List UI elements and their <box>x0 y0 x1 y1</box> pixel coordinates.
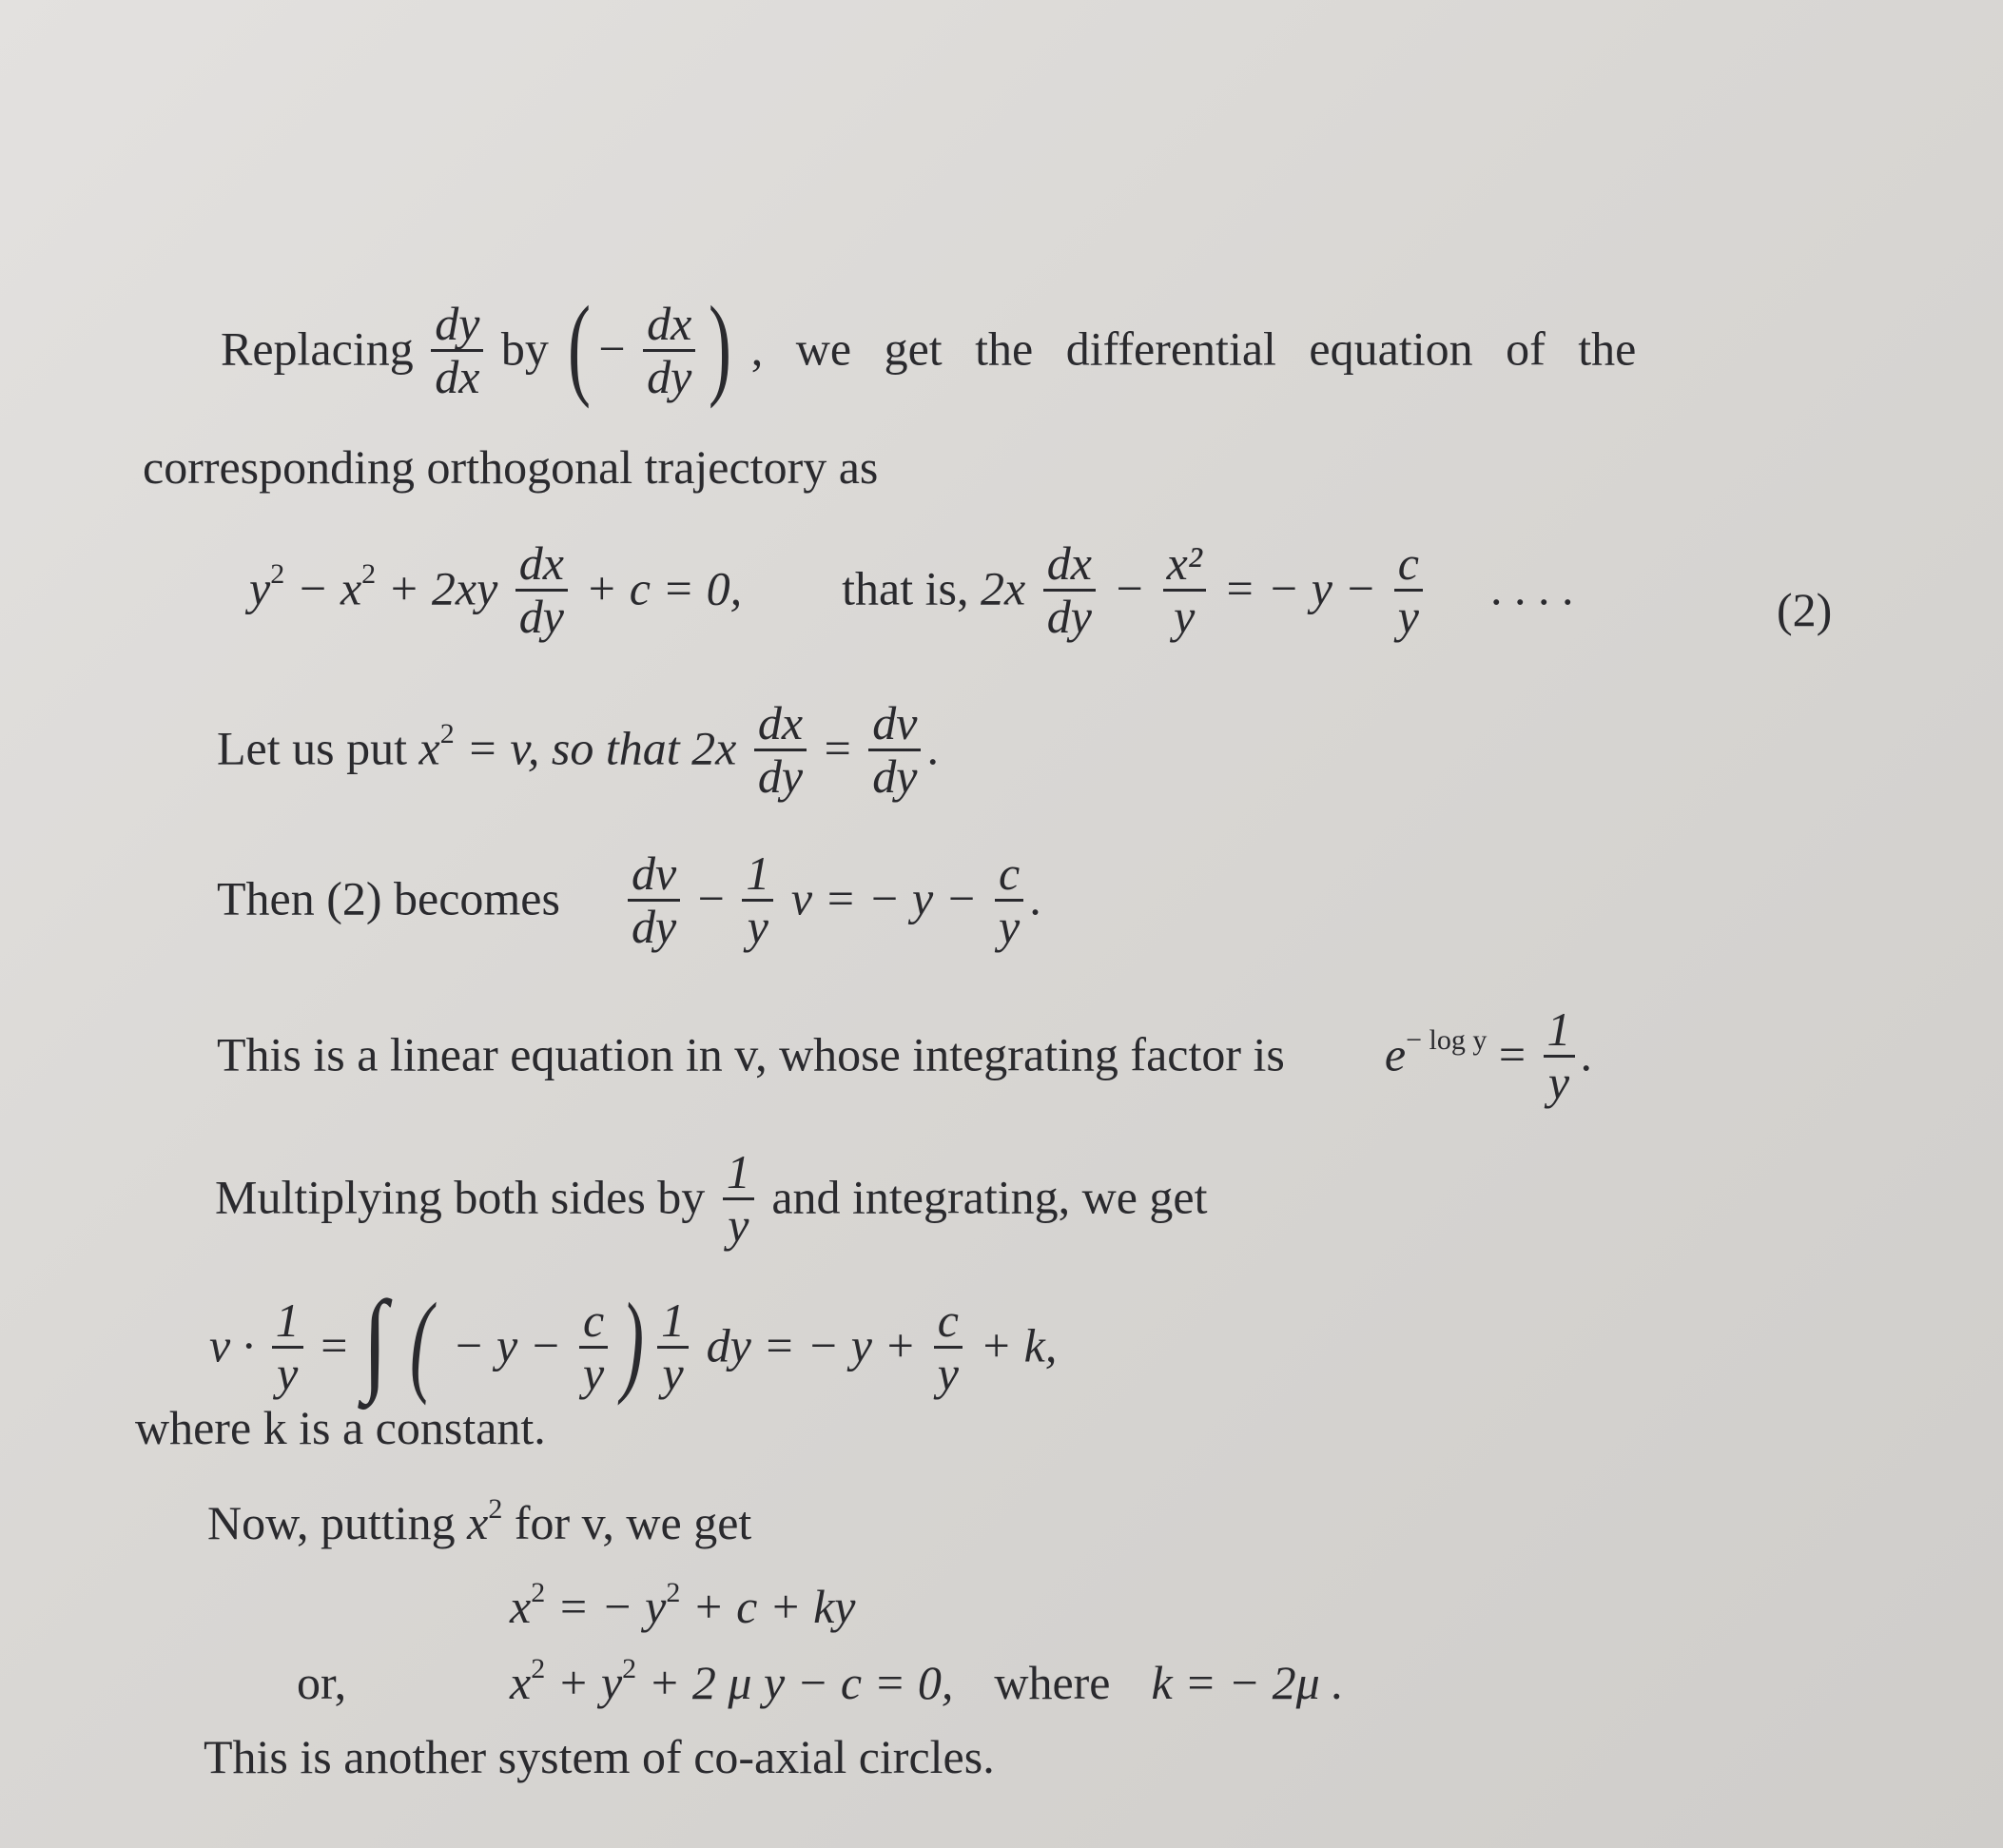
eq-term: + 2 μ y − c = 0, <box>648 1656 954 1709</box>
or-label: or, <box>297 1656 347 1709</box>
integral-sign: ∫ <box>362 1277 388 1404</box>
frac-denominator: dy <box>647 349 692 403</box>
equals-sign: = <box>1498 1027 1527 1081</box>
exponent: 2 <box>270 558 285 591</box>
linear-text: This is a linear equation in v, whose integrating factor is <box>217 1027 1285 1081</box>
open-paren: ( <box>410 1279 434 1406</box>
one-over-y-fraction <box>723 1147 754 1250</box>
exponent: 2 <box>622 1653 637 1684</box>
frac-numerator: c <box>1394 538 1423 592</box>
frac-numerator: dx <box>643 299 695 352</box>
let-us-put-line <box>217 696 939 805</box>
final-line: This is another system of co-axial circles. <box>204 1730 995 1783</box>
result-equation-b <box>510 1653 1344 1709</box>
frac-denominator: y <box>662 1346 684 1400</box>
equals-sign: = <box>321 1318 348 1372</box>
eq-term: x <box>510 1656 532 1709</box>
frac-numerator: c <box>934 1295 963 1349</box>
frac-denominator: dy <box>631 899 677 953</box>
frac-numerator: 1 <box>742 848 773 902</box>
exponent: 2 <box>531 1577 546 1608</box>
dx-dy-fraction <box>515 538 568 641</box>
multiplying-line <box>215 1145 1208 1254</box>
frac-numerator: c <box>579 1295 608 1349</box>
eq-term: y <box>249 561 271 615</box>
eq-term: + 2xy <box>387 561 498 615</box>
eq-term: − x <box>296 561 362 615</box>
one-over-y-fraction <box>657 1295 689 1398</box>
frac-numerator: dx <box>754 698 807 751</box>
integrating-text: and integrating, we get <box>771 1170 1208 1224</box>
k-definition: k = − 2μ . <box>1151 1656 1344 1709</box>
frac-denominator: y <box>747 899 768 953</box>
open-paren: ( <box>568 282 592 409</box>
minus-sign: − <box>598 321 626 376</box>
now-putting-line <box>207 1493 752 1549</box>
now-text: Now, putting <box>207 1496 456 1549</box>
result-equation-a <box>510 1577 856 1633</box>
eq-term: v = − y − <box>790 871 978 925</box>
frac-numerator: dx <box>1043 538 1096 592</box>
frac-numerator: dx <box>515 538 568 592</box>
frac-denominator: y <box>277 1346 299 1400</box>
frac-numerator: 1 <box>723 1147 754 1200</box>
frac-numerator: dv <box>868 698 921 751</box>
period: . <box>1029 871 1041 925</box>
eq-term: x <box>467 1496 489 1549</box>
frac-denominator: y <box>1397 589 1419 643</box>
dx-dy-fraction <box>643 299 695 401</box>
dv-dy-fraction <box>628 848 680 951</box>
where-text: where <box>994 1656 1111 1709</box>
frac-numerator: dy <box>431 299 483 352</box>
then-becomes-line <box>217 846 1041 955</box>
equals-sign: = <box>824 721 851 775</box>
eq-term: dy = − y + <box>706 1318 917 1372</box>
for-v-text: for v, we get <box>514 1496 752 1549</box>
where-constant-line: where k is a constant. <box>135 1401 546 1454</box>
dx-dy-fraction <box>754 698 807 801</box>
frac-numerator: x² <box>1163 538 1206 592</box>
ellipsis: . . . . <box>1489 561 1574 615</box>
integral-line <box>209 1277 1058 1408</box>
eq-term: x <box>510 1580 532 1633</box>
c-y-fraction <box>934 1295 963 1398</box>
one-over-y-fraction <box>272 1295 303 1398</box>
eq-term: + k, <box>980 1318 1058 1372</box>
replacing-text: Replacing <box>221 321 414 376</box>
that-is-text: that is, <box>842 561 969 615</box>
frac-denominator: dy <box>757 749 804 803</box>
c-y-fraction <box>579 1295 608 1398</box>
frac-denominator: dx <box>435 349 480 403</box>
frac-denominator: y <box>1174 589 1196 643</box>
exponent: 2 <box>488 1493 503 1525</box>
frac-numerator: c <box>995 848 1023 902</box>
eq-term: = − y − <box>1223 561 1377 615</box>
minus-sign: − <box>1113 561 1146 615</box>
linear-equation-line <box>217 1002 1593 1111</box>
exponent: 2 <box>531 1653 546 1684</box>
eq-term: = − y <box>556 1580 667 1633</box>
replacing-line <box>221 282 1637 411</box>
c-y-fraction <box>1394 538 1423 641</box>
eq-term: = v, so that <box>466 721 680 775</box>
then-text: Then (2) becomes <box>217 871 560 925</box>
frac-numerator: 1 <box>1544 1004 1575 1058</box>
eq-term: 2x <box>691 721 737 775</box>
by-text: by <box>500 321 549 376</box>
corresponding-line: corresponding orthogonal trajectory as <box>143 440 879 494</box>
exponent: − log y <box>1406 1024 1488 1057</box>
e-base: e <box>1384 1027 1407 1081</box>
frac-denominator: y <box>937 1346 959 1400</box>
one-over-y-fraction <box>1544 1004 1575 1107</box>
exponent: 2 <box>361 558 377 591</box>
equation-2 <box>249 536 1574 645</box>
multiplying-text: Multiplying both sides by <box>215 1170 706 1224</box>
frac-denominator: y <box>728 1197 749 1252</box>
eq-term: + c + ky <box>691 1580 856 1633</box>
line1-tail: , we get the differential equation of the <box>750 321 1637 376</box>
frac-denominator: dy <box>872 749 918 803</box>
frac-denominator: y <box>582 1346 605 1400</box>
dv-dy-fraction <box>868 698 921 801</box>
dx-dy-fraction <box>1043 538 1096 641</box>
eq-term: + y <box>556 1656 623 1709</box>
eq-term: x <box>418 721 440 775</box>
exponent: 2 <box>439 718 455 750</box>
eq-term: v · <box>209 1318 255 1372</box>
c-y-fraction <box>995 848 1023 951</box>
minus-sign: − <box>697 871 725 925</box>
period: . <box>926 721 939 775</box>
frac-denominator: dy <box>1046 589 1092 643</box>
eq-term: 2x <box>980 561 1026 615</box>
dy-dx-fraction <box>431 299 483 401</box>
frac-denominator: y <box>998 899 1021 953</box>
exponent: 2 <box>666 1577 681 1608</box>
x2-y-fraction <box>1163 538 1206 641</box>
frac-denominator: y <box>1547 1055 1570 1109</box>
eq-term: + c = 0, <box>585 561 743 615</box>
let-text: Let us put <box>217 721 407 775</box>
frac-numerator: 1 <box>272 1295 303 1349</box>
frac-numerator: 1 <box>657 1295 689 1349</box>
frac-denominator: dy <box>518 589 564 643</box>
period: . <box>1580 1027 1593 1081</box>
equation-number: (2) <box>1777 583 1833 636</box>
frac-numerator: dv <box>628 848 680 902</box>
one-over-y-fraction <box>742 848 773 951</box>
close-paren: ) <box>621 1279 645 1406</box>
close-paren: ) <box>709 282 732 409</box>
eq-term: − y − <box>452 1318 562 1372</box>
